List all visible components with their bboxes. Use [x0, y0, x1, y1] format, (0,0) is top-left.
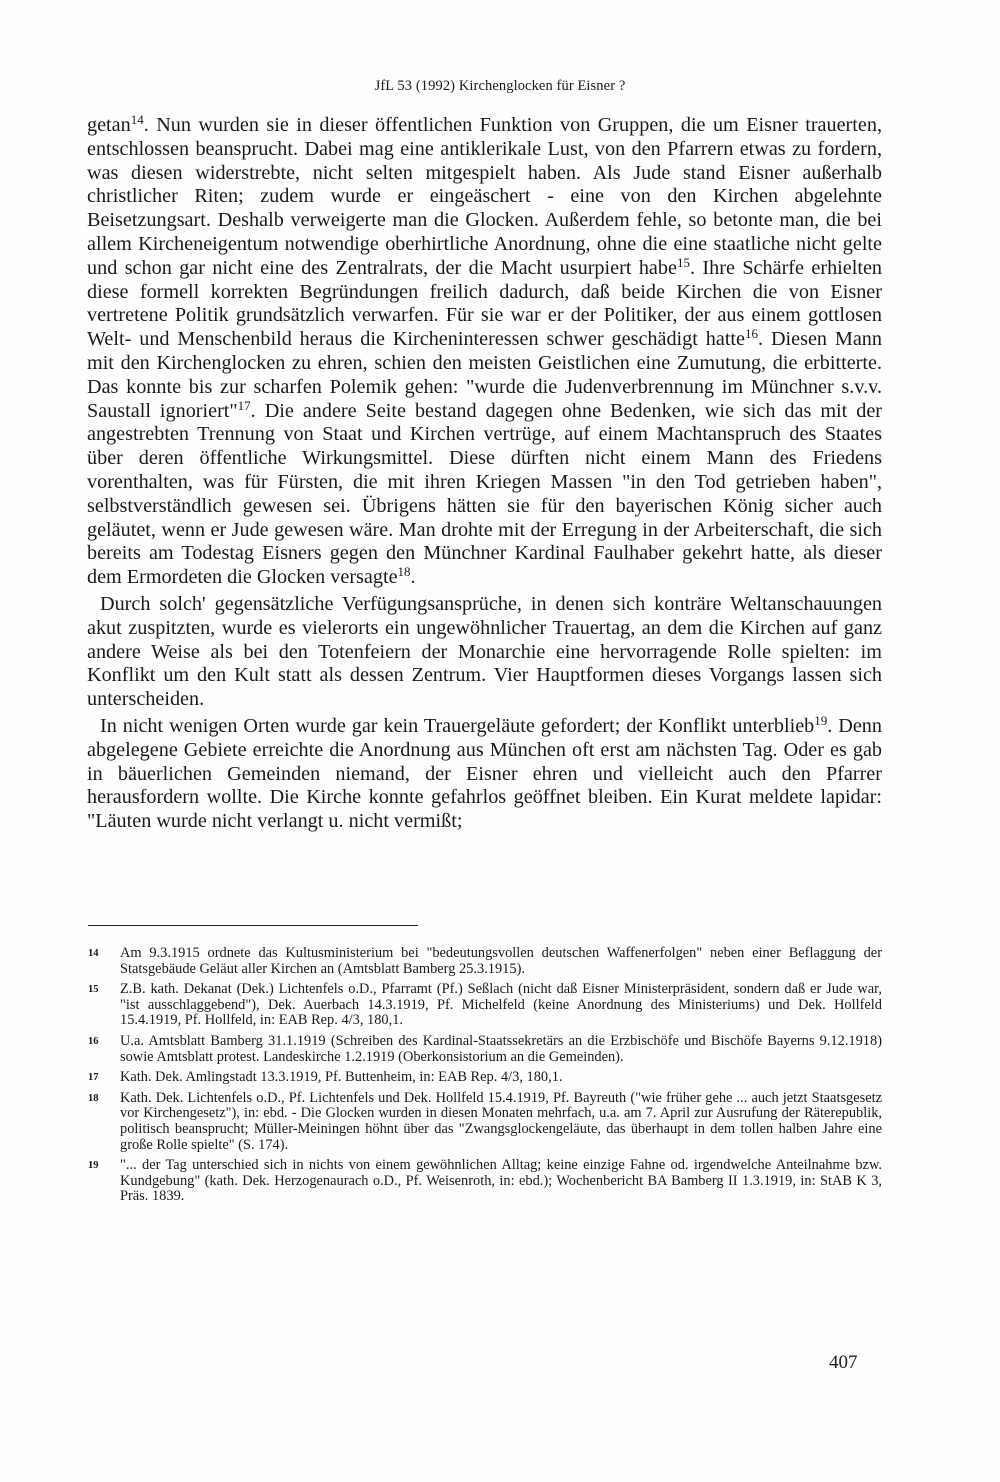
paragraph-text: . Ihre Schärfe erhielten diese formell korrekten Begründungen freilich dadurch, daß beide Kirchen die von Eisner vertretene Politik grundsätzlich verwarfen. Für sie war er der Politiker, der aus einem gottlosen Welt- und Menschenbild heraus die Kircheninteressen schwer geschädigt hatte — [87, 256, 882, 351]
footnote-number: 17 — [88, 1072, 99, 1084]
footnote-text: Kath. Dek. Amlingstadt 13.3.1919, Pf. Buttenheim, in: EAB Rep. 4/3, 180,1. — [120, 1069, 563, 1086]
footnote-ref-14: 14 — [130, 112, 144, 127]
page-number: 407 — [829, 1352, 858, 1373]
footnote — [88, 1070, 882, 1086]
paragraph-text: In nicht wenigen Orten wurde gar kein Trauergeläute gefordert; der Konflikt unterblieb — [100, 714, 815, 737]
paragraph-text: . Die andere Seite bestand dagegen ohne Bedenken, wie sich das mit der angestrebten Trennung von Staat und Kirchen vertrüge, auf einem Machtanspruch des Staates über deren öffentliche Wirkungsmittel. Diese dürften nicht einem Mann des Friedens vorenthalten, was für Fürsten, die mit ihren Kriegen Massen "in den Tod getrieben haben", selbstverständlich gewesen sei. Übrigens hätten sie für den bayerischen König sicher auch geläutet, wenn er Jude gewesen wäre. Man drohte mit der Erregung in der Arbeiterschaft, die sich bereits am Todestag Eisners gegen den Münchner Kardinal Faulhaber gekehrt hatte, als dieser dem Ermordeten die Glocken versagte — [87, 399, 882, 589]
footnote-ref-19: 19 — [814, 712, 828, 728]
footnote-ref-17: 17 — [237, 397, 251, 413]
footnote-number: 19 — [88, 1160, 99, 1172]
running-head: JfL 53 (1992) Kirchenglocken für Eisner ? — [374, 78, 626, 94]
footnote — [88, 1158, 882, 1205]
footnote — [88, 1034, 882, 1065]
footnote-number: 14 — [88, 948, 99, 959]
paragraph-1 — [87, 114, 882, 590]
footnote-ref-16: 16 — [745, 326, 758, 342]
footnote — [88, 1091, 882, 1153]
footnote-number: 18 — [88, 1092, 99, 1104]
footnote-number: 15 — [88, 984, 99, 996]
footnote-text: Z.B. kath. Dekanat (Dek.) Lichtenfels o.D., Pfarramt (Pf.) Seßlach (nicht daß Eisner Ministerpräsident, sondern daß er Jude war, "ist ausschlaggebend"), Dek. Auerbach 14.3.1919, Pf. Michelfeld (keine Anordnung des Ministeriums) und Dek. Hollfeld 15.4.1919, Pf. Hollfeld, in: EAB Rep. 4/3, 180,1. — [120, 981, 882, 1029]
footnote-text: U.a. Amtsblatt Bamberg 31.1.1919 (Schreiben des Kardinal-Staatssekretärs an die Erzbischöfe und Bischöfe Bayerns 9.12.1918) sowie Amtsblatt protest. Landeskirche 1.2.1919 (Oberkonsistorium an die Gemeinden). — [120, 1032, 882, 1065]
footnote-text: Am 9.3.1915 ordnete das Kultusministerium bei "bedeutungsvollen deutschen Waffenerfolgen" neben einer Beflaggung der Statsgebäude Geläut aller Kirchen an (Amtsblatt Bamberg 25.3.1915). — [120, 945, 882, 977]
footnote-ref-15: 15 — [676, 254, 690, 270]
footnote-text: "... der Tag unterschied sich in nichts von einem gewöhnlichen Alltag; keine einzige Fahne od. irgendwelche Anteilnahme bzw. Kundgebung" (kath. Dek. Herzogenaurach o.D., Pf. Weisenroth, in: ebd.); Wochenbericht BA Bamberg II 1.3.1919, in: StAB K 3, Präs. 1839. — [120, 1157, 882, 1205]
footnote-text: Kath. Dek. Lichtenfels o.D., Pf. Lichtenfels und Dek. Hollfeld 15.4.1919, Pf. Bayreuth ("wie früher gehe ... auch jetzt Staatsgesetz vor Kirchengesetz"), in: ebd. - Die Glocken wurden in diesen Monaten mehrfach, u.a. am 7. April zur Ausrufung der Räterepublik, politisch beansprucht; Müller-Meiningen höhnt über das "Zwangsglockengeläute, das überhaupt in dem tollen halben Jahre eine große Rolle spielte" (S. 174). — [120, 1089, 882, 1153]
paragraph-text: . Denn abgelegene Gebiete erreichte die Anordnung aus München oft erst am nächsten Tag. Oder es gab in bäuerlichen Gemeinden niemand, der Eisner ehren und vielleicht auch den Pfarrer herausfordern wollte. Die Kirche konnte gefahrlos geöffnet bleiben. Ein Kurat meldete lapidar: "Läuten wurde nicht verlangt u. nicht vermißt; — [87, 714, 882, 833]
paragraph-text: . — [410, 566, 416, 589]
footnote-number: 16 — [88, 1035, 99, 1047]
body-text — [87, 114, 882, 834]
footnote-ref-18: 18 — [397, 564, 411, 580]
paragraph-3 — [87, 712, 882, 834]
paragraph-text: getan — [87, 114, 131, 136]
footnotes — [88, 946, 882, 1210]
paragraph-text: . Diesen Mann mit den Kirchenglocken zu ehren, schien den meisten Geistlichen eine Zumutung, die erbitterte. Das konnte bis zur scharfen Polemik gehen: "wurde die Judenverbrennung im Münchner s.v.v. Saustall ignoriert" — [87, 328, 882, 422]
footnote — [88, 946, 882, 977]
paragraph-2: Durch solch' gegensätzliche Verfügungsansprüche, in denen sich konträre Weltanschauungen akut zuspitzten, wurde es vielerorts ein ungewöhnlicher Trauertag, an dem die Kirchen auf ganz andere Weise als bei den Totenfeiern der Monarchie eine hervorragende Rolle spielten: im Konflikt um den Kult statt als dessen Zentrum. Vier Hauptformen dieses Vorgangs lassen sich unterscheiden. — [87, 592, 882, 711]
footnote — [88, 982, 882, 1029]
paragraph-text: . Nun wurden sie in dieser öffentlichen Funktion von Gruppen, die um Eisner trauerten, entschlossen beansprucht. Dabei mag eine antiklerikale Lust, von den Pfarrern etwas zu fordern, was diesen widerstrebte, nicht selten mitgespielt haben. Als Jude stand Eisner außerhalb christlicher Riten; zudem wurde er eingeäschert - eine von den Kirchen abgelehnte Beisetzungsart. Deshalb verweigerte man die Glocken. Außerdem fehle, so betonte man, die bei allem Kircheneigentum notwendige oberhirtliche Anordnung, ohne die eine staatliche nicht gelte und schon gar nicht eine des Zentralrats, der die Macht usurpiert habe — [87, 114, 882, 279]
footnote-separator — [88, 925, 418, 926]
